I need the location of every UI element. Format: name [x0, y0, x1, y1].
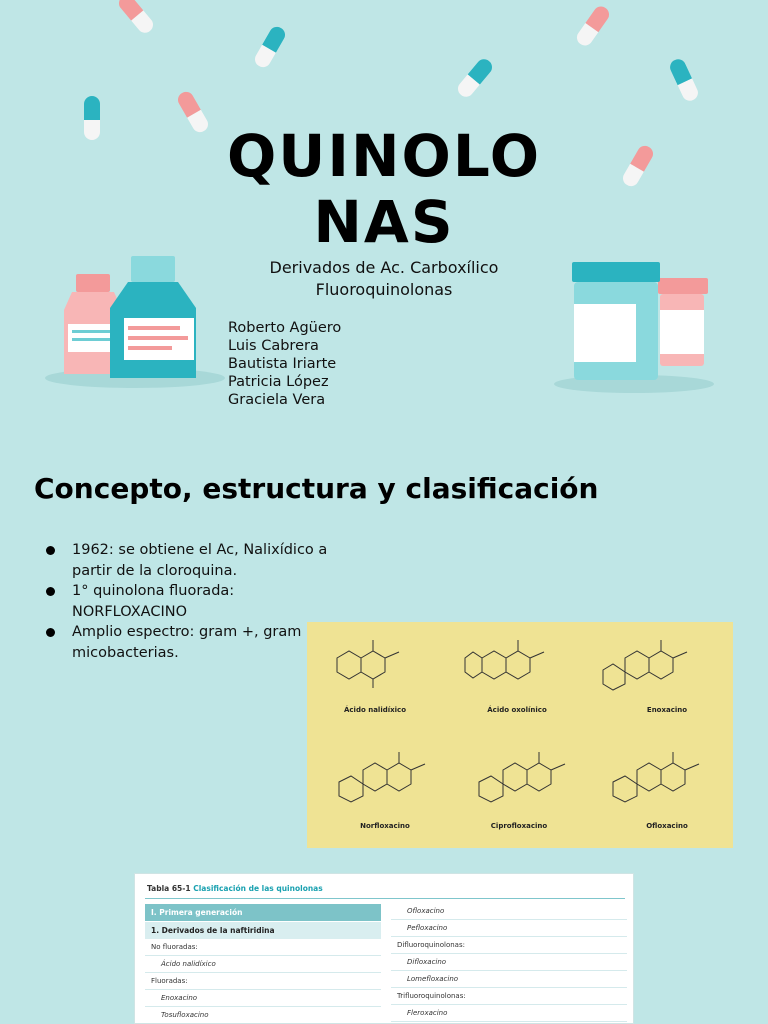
bullet-dot-icon: [46, 546, 55, 555]
author-name: Graciela Vera: [228, 392, 326, 408]
author-name: Bautista Iriarte: [228, 356, 337, 372]
structure-label: Ácido nalidíxico: [343, 706, 406, 714]
subtitle-line-1: Derivados de Ac. Carboxílico: [269, 258, 499, 277]
table-row: Difloxacino: [391, 955, 627, 971]
pill-icon: [667, 57, 700, 104]
bullet-list: [46, 540, 346, 663]
title-line-2: NAS: [313, 188, 455, 256]
bullet-item: 1° quinolona fluorada: NORFLOXACINO: [46, 581, 346, 622]
table-row: Lomefloxacino: [391, 972, 627, 988]
author-name: Luis Cabrera: [228, 338, 319, 354]
section-heading: Concepto, estructura y clasificación: [34, 472, 599, 505]
chemical-structures-image: [307, 622, 733, 848]
table-row: Trifluoroquinolonas:: [391, 989, 627, 1005]
structure-label: Ofloxacino: [646, 822, 688, 830]
author-list: [228, 319, 341, 409]
table-row: Ofloxacino: [391, 904, 627, 920]
table-row: Ácido nalidíxico: [145, 957, 381, 973]
author-name: Roberto Agüero: [228, 320, 342, 336]
table-header-generation: I. Primera generación: [145, 904, 381, 921]
pill-icon: [252, 24, 288, 70]
structures-drawing: [307, 622, 733, 848]
table-row: Fleroxacino: [391, 1006, 627, 1022]
title-slide: [0, 0, 768, 440]
table-row: Difluoroquinolonas:: [391, 938, 627, 954]
subtitle-line-2: Fluoroquinolonas: [315, 280, 453, 299]
table-row: Enoxacino: [145, 991, 381, 1007]
author-name: Patricia López: [228, 374, 329, 390]
table-row: No fluoradas:: [145, 940, 381, 956]
structure-label: Enoxacino: [646, 706, 688, 714]
structure-label: Ciprofloxacino: [490, 822, 548, 830]
pill-icon: [455, 56, 496, 100]
table-row: Tosufloxacino: [145, 1008, 381, 1024]
classification-table: [134, 873, 634, 1024]
structure-label: Ácido oxolínico: [487, 706, 547, 714]
table-row: Fluoradas:: [145, 974, 381, 990]
bullet-dot-icon: [46, 628, 55, 637]
table-caption: Tabla 65-1 Clasificación de las quinolonas: [147, 884, 323, 893]
bullet-item: 1962: se obtiene el Ac, Nalixídico a partir de la cloroquina.: [46, 540, 346, 581]
table-header-group: 1. Derivados de la naftiridina: [145, 922, 381, 939]
table-row: Pefloxacino: [391, 921, 627, 937]
structure-label: Norfloxacino: [360, 822, 410, 830]
pill-icon: [116, 0, 157, 36]
pill-icon: [574, 3, 612, 48]
title-line-1: QUINOLO: [226, 122, 542, 190]
bullet-dot-icon: [46, 587, 55, 596]
bullet-item: Amplio espectro: gram +, gram micobacterias.: [46, 622, 346, 663]
